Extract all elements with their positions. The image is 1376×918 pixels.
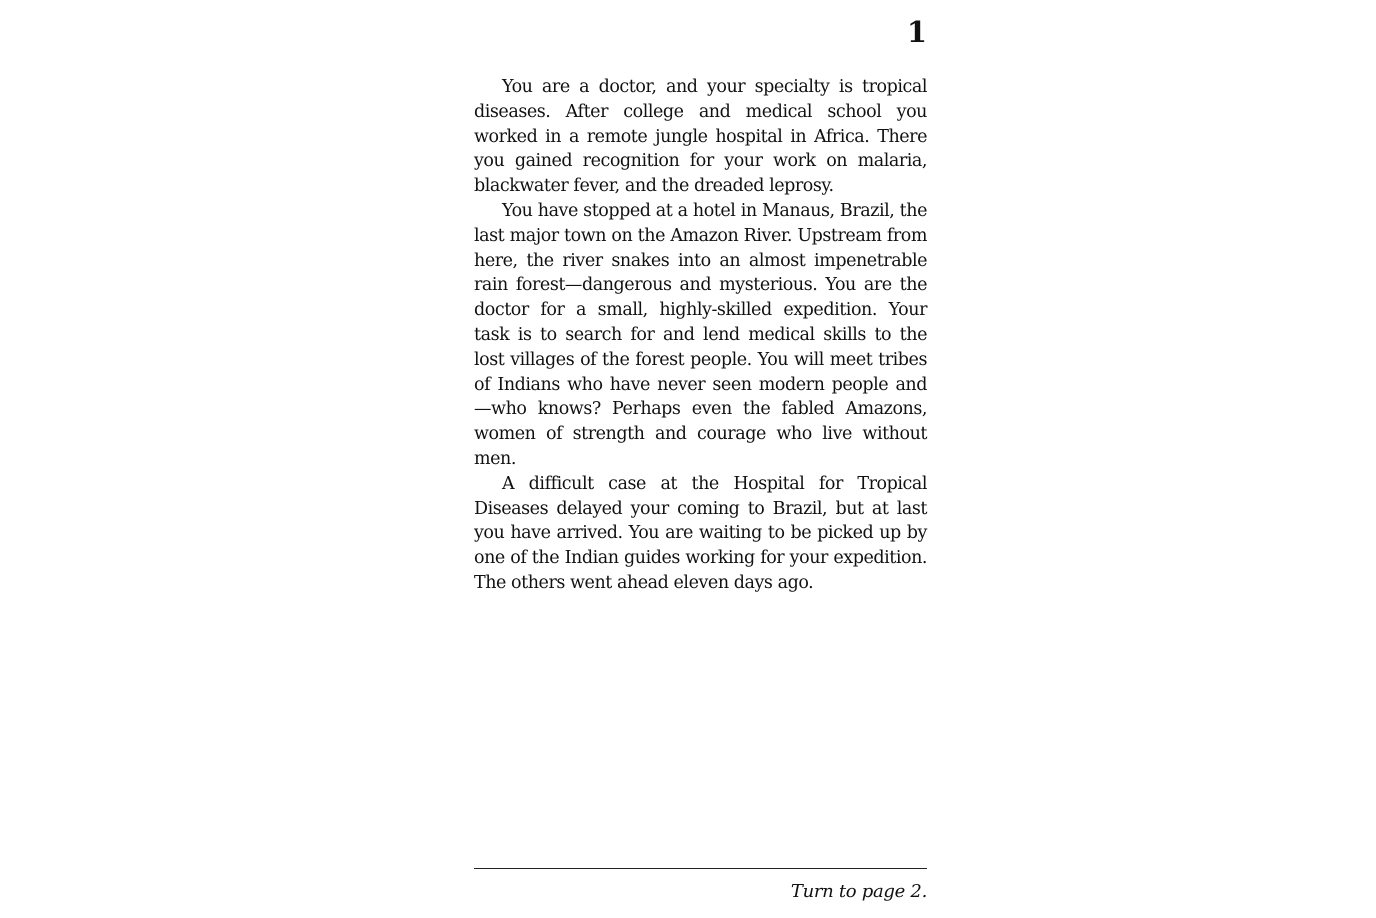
- paragraph-1: You are a doctor, and your specialty is tropical diseases. After college and medical school you worked in a remote jungle hospital in Africa. There you gained recognition for your work on malaria, blackwater fever, and the dreaded leprosy.: [474, 77, 927, 197]
- page-number: 1: [906, 15, 927, 49]
- book-page: [474, 0, 927, 918]
- paragraph-2: You have stopped at a hotel in Manaus, Brazil, the last major town on the Amazon River. Upstream from here, the river snakes into an almost impenetrable rain forest—dangerous and mysterious. You are the doctor for a small, highly-skilled expedition. Your task is to search for and lend medical skills to the lost villages of the forest people. You will meet tribes of Indians who have never seen modern people and—who knows? Perhaps even the fabled Amazons, women of strength and courage who live without men.: [474, 200, 927, 469]
- turn-to-page-instruction: Turn to page 2.: [790, 881, 927, 902]
- footer-divider: [474, 868, 927, 869]
- story-text: [474, 75, 927, 596]
- paragraph-3: A difficult case at the Hospital for Tropical Diseases delayed your coming to Brazil, but at last you have arrived. You are waiting to be picked up by one of the Indian guides working for your expedition. The others went ahead eleven days ago.: [474, 473, 927, 593]
